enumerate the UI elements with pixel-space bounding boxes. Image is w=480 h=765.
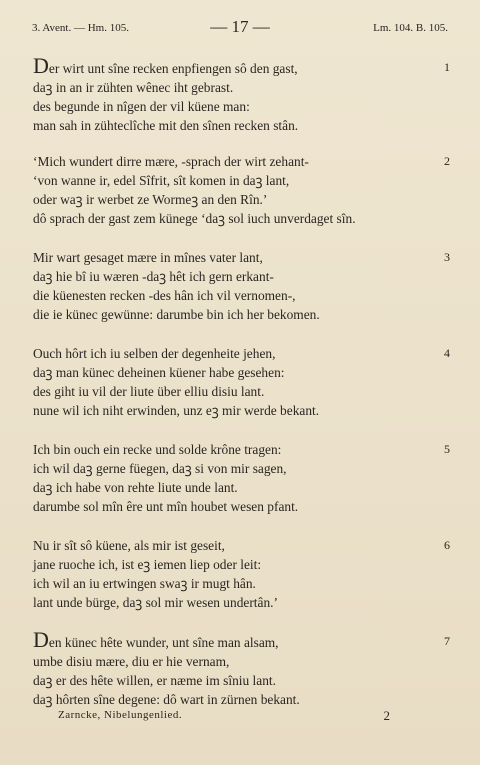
header-right: Lm. 104. B. 105.	[373, 22, 448, 34]
stanza-number: 2	[444, 154, 450, 168]
stanza-line: nune wil ich niht erwinden, unz eꝫ mir werde bekant.	[33, 403, 320, 418]
stanza-line: die küenesten recken -des hân ich vil vernomen-,	[33, 288, 296, 303]
stanza-line: Der wirt unt sîne recken enpfiengen sô den gast, 1	[33, 53, 450, 78]
running-header	[32, 17, 448, 38]
page-number: — 17 —	[210, 17, 270, 36]
stanza-line: Mir wart gesaget mære in mînes vater lant, 3	[33, 250, 450, 265]
stanza-line: des giht iu vil der liute über elliu disiu lant.	[33, 384, 265, 399]
signature-mark: Zarncke, Nibelungenlied.	[58, 709, 183, 721]
header-left: 3. Avent. — Hm. 105.	[32, 22, 129, 34]
stanza-line: daꝫ in an ir zühten wênec iht gebrast.	[33, 80, 234, 95]
stanza-line: Den künec hête wunder, unt sîne man alsam, 7	[33, 627, 450, 652]
stanza-7	[33, 627, 450, 709]
stanza-3	[33, 248, 450, 324]
stanza-line: man sah in zühteclîche mit den sînen recken stân.	[33, 118, 299, 133]
stanza-line: Ich bin ouch ein recke und solde krône tragen: 5	[33, 442, 450, 457]
stanza-line: oder waꝫ ir werbet ze Wormeꝫ an den Rîn.’	[33, 192, 268, 207]
stanza-2	[33, 152, 450, 228]
stanza-number: 3	[444, 250, 450, 264]
stanza-number: 7	[444, 634, 450, 648]
stanza-6	[33, 536, 450, 612]
stanza-number: 6	[444, 538, 450, 552]
initial-letter: D	[33, 627, 49, 652]
stanza-4	[33, 344, 450, 420]
stanza-line: umbe disiu mære, diu er hie vernam,	[33, 654, 230, 669]
stanza-5	[33, 440, 450, 516]
stanza-line: ich wil an iu ertwingen swaꝫ ir mugt hân.	[33, 576, 256, 591]
stanza-line: daꝫ er des hête willen, er næme im sîniu lant.	[33, 673, 276, 688]
page-footer	[58, 709, 390, 725]
stanza-line: darumbe sol mîn êre unt mîn houbet wesen pfant.	[33, 499, 299, 514]
stanza-number: 4	[444, 346, 450, 360]
stanza-line: daꝫ man künec deheinen küener habe gesehen:	[33, 365, 285, 380]
stanza-number: 5	[444, 442, 450, 456]
stanza-line: ich wil daꝫ gerne füegen, daꝫ si von mir sagen,	[33, 461, 287, 476]
stanza-line: die ie künec gewünne: darumbe bin ich her bekomen.	[33, 307, 320, 322]
stanza-line: des begunde in nîgen der vil küene man:	[33, 99, 250, 114]
stanza-line: ‘von wanne ir, edel Sîfrit, sît komen in daꝫ lant,	[33, 173, 290, 188]
stanza-line: Nu ir sît sô küene, als mir ist geseit, 6	[33, 538, 450, 553]
initial-letter: D	[33, 53, 49, 78]
stanza-line: daꝫ hôrten sîne degene: dô wart in zürnen bekant.	[33, 692, 300, 707]
stanza-line: daꝫ ich habe von rehte liute unde lant.	[33, 480, 238, 495]
stanza-1	[33, 53, 450, 135]
signature-number: 2	[383, 708, 390, 723]
stanza-line: Ouch hôrt ich iu selben der degenheite jehen, 4	[33, 346, 450, 361]
stanza-line: daꝫ hie bî iu wæren -daꝫ hêt ich gern erkant-	[33, 269, 274, 284]
stanza-line: ‘Mich wundert dirre mære, -sprach der wirt zehant- 2	[33, 154, 450, 169]
stanza-line: lant unde bürge, daꝫ sol mir wesen undertân.’	[33, 595, 278, 610]
stanza-number: 1	[444, 60, 450, 74]
stanza-line: dô sprach der gast zem künege ‘daꝫ sol iuch unverdaget sîn.	[33, 211, 356, 226]
stanza-line: jane ruoche ich, ist eꝫ iemen liep oder leit:	[33, 557, 262, 572]
